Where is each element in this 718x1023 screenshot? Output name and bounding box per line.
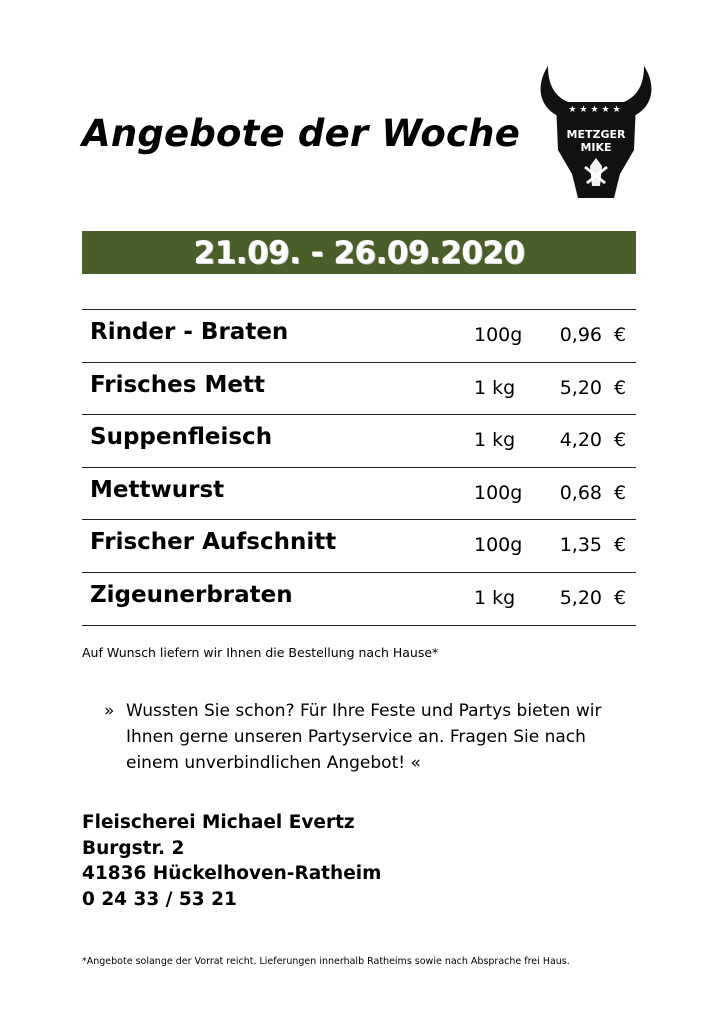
offer-quantity: 1 kg [474,429,516,452]
footnote: *Angebote solange der Vorrat reicht. Lieferungen innerhalb Ratheims sowie nach Absprache frei Haus. [82,956,570,967]
offer-price: 0,68 [559,481,602,504]
offer-row [82,520,636,573]
offer-name: Frischer Aufschnitt [90,529,337,556]
offer-price: 0,96 [559,324,602,346]
quote-open: » [104,701,115,721]
city: 41836 Hückelhoven-Ratheim [82,863,382,884]
offer-currency: € [614,429,627,452]
offer-currency: € [614,324,627,346]
offer-name: Zigeunerbraten [90,581,293,608]
offer-quantity: 1 kg [474,586,516,609]
date-banner [82,231,636,274]
offer-row [82,573,636,626]
offer-row [82,363,636,416]
logo-stars: ★★★★★ [568,105,624,115]
offer-quantity: 100g [474,324,523,346]
offer-price: 5,20 [559,586,602,609]
offer-row [82,310,636,363]
offer-price: 4,20 [559,429,602,452]
info-text: Wussten Sie schon? Für Ihre Feste und Partys bieten wir Ihnen gerne unseren Partyservice an. Fragen Sie nach einem unverbindlichen Angebot! « [126,701,602,773]
offer-price: 5,20 [559,376,602,399]
offer-currency: € [614,481,627,504]
delivery-note: Auf Wunsch liefern wir Ihnen die Bestellung nach Hause* [82,645,439,660]
offer-quantity: 1 kg [474,376,516,399]
offer-row [82,468,636,521]
offer-price: 1,35 [559,534,602,557]
logo-line-2: MIKE [580,141,612,154]
offer-quantity: 100g [474,481,523,504]
offer-currency: € [614,534,627,557]
logo-line-1: METZGER [566,128,626,141]
offer-name: Frisches Mett [90,371,265,398]
offer-name: Suppenfleisch [90,424,273,451]
offer-currency: € [614,586,627,609]
offer-quantity: 100g [474,534,523,557]
phone-number: 0 24 33 / 53 21 [82,888,237,910]
offer-currency: € [614,376,627,399]
metzger-mike-logo [534,62,658,202]
street: Burgstr. 2 [82,837,185,859]
offers-table [82,309,636,626]
offer-name: Mettwurst [90,476,225,503]
date-range: 21.09. - 26.09.2020 [193,234,525,271]
address-block [82,810,381,912]
page-title: Angebote der Woche [82,112,521,155]
offer-name: Rinder - Braten [90,319,289,345]
company-name: Fleischerei Michael Evertz [82,812,355,833]
offer-row [82,415,636,468]
